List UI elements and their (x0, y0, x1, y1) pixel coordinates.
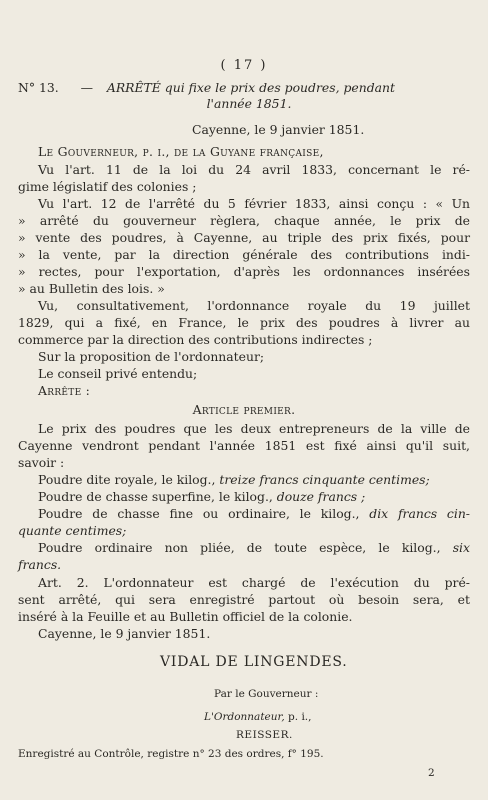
text-line: Vu, consultativement, l'ordonnance royale du 19 juillet (38, 298, 470, 313)
article-title: Article premier. (192, 402, 296, 417)
price-line-ordinaire: Poudre ordinaire non pliée, de toute espèce, le kilog., six (38, 540, 470, 555)
place-date: Cayenne, le 9 janvier 1851. (192, 122, 365, 137)
par-le-gouverneur: Par le Gouverneur : (214, 688, 319, 700)
page-number: ( 17 ) (220, 58, 268, 73)
heading-dash: — (80, 80, 93, 95)
decree-title: ARRÊTÉ qui fixe le prix des poudres, pendant (106, 80, 395, 95)
text-line: Le Gouverneur, p. i., de la Guyane française, (38, 144, 324, 159)
governor-signature: VIDAL DE LINGENDES. (160, 654, 348, 670)
text-line: Sur la proposition de l'ordonnateur; (38, 349, 265, 364)
text-line: » la vente, par la direction générale des contributions indi- (18, 247, 470, 262)
text-line: Le prix des poudres que les deux entrepreneurs de la ville de (38, 421, 470, 436)
text-line: Vu l'art. 11 de la loi du 24 avril 1833, concernant le ré- (38, 162, 470, 177)
decree-heading (18, 80, 470, 96)
closing-date: Cayenne, le 9 janvier 1851. (38, 626, 211, 641)
text-line: 1829, qui a fixé, en France, le prix des poudres à livrer au (18, 315, 470, 330)
text-line: gime législatif des colonies ; (18, 179, 197, 194)
ordonnateur-line: L'Ordonnateur, p. i., (204, 711, 312, 723)
signature-mark: 2 (428, 767, 435, 779)
price-line-fine: Poudre de chasse fine ou ordinaire, le kilog., dix francs cin- (38, 506, 470, 521)
price-line-superfine: Poudre de chasse superfine, le kilog., douze francs ; (38, 489, 366, 504)
text-line: Vu l'art. 12 de l'arrêté du 5 février 1833, ainsi conçu : « Un (38, 196, 470, 211)
arrete-label: Arrête : (38, 383, 91, 398)
article-2-line: Art. 2. L'ordonnateur est chargé de l'exécution du pré- (38, 575, 470, 590)
text-line: francs. (18, 557, 62, 572)
text-line: » arrêté du gouverneur règlera, chaque année, le prix de (18, 213, 470, 228)
text-line: savoir : (18, 455, 65, 470)
text-line: inséré à la Feuille et au Bulletin officiel de la colonie. (18, 609, 353, 624)
decree-number: N° 13. (18, 80, 59, 95)
decree-title-year: l'année 1851. (206, 96, 292, 111)
registration-note: Enregistré au Contrôle, registre n° 23 des ordres, f° 195. (18, 748, 324, 760)
text-line: sent arrêté, qui sera enregistré partout où besoin sera, et (18, 592, 470, 607)
price-line-royale: Poudre dite royale, le kilog., treize francs cinquante centimes; (38, 472, 430, 487)
text-line: » vente des poudres, à Cayenne, au triple des prix fixés, pour (18, 230, 470, 245)
text-line: Le conseil privé entendu; (38, 366, 198, 381)
text-line: Cayenne vendront pendant l'année 1851 est fixé ainsi qu'il suit, (18, 438, 470, 453)
ordonnateur-name: REISSER. (236, 729, 293, 741)
text-line: commerce par la direction des contributions indirectes ; (18, 332, 373, 347)
text-line: » au Bulletin des lois. » (18, 281, 165, 296)
text-line: » rectes, pour l'exportation, d'après les ordonnances insérées (18, 264, 470, 279)
text-line: quante centimes; (18, 523, 127, 538)
